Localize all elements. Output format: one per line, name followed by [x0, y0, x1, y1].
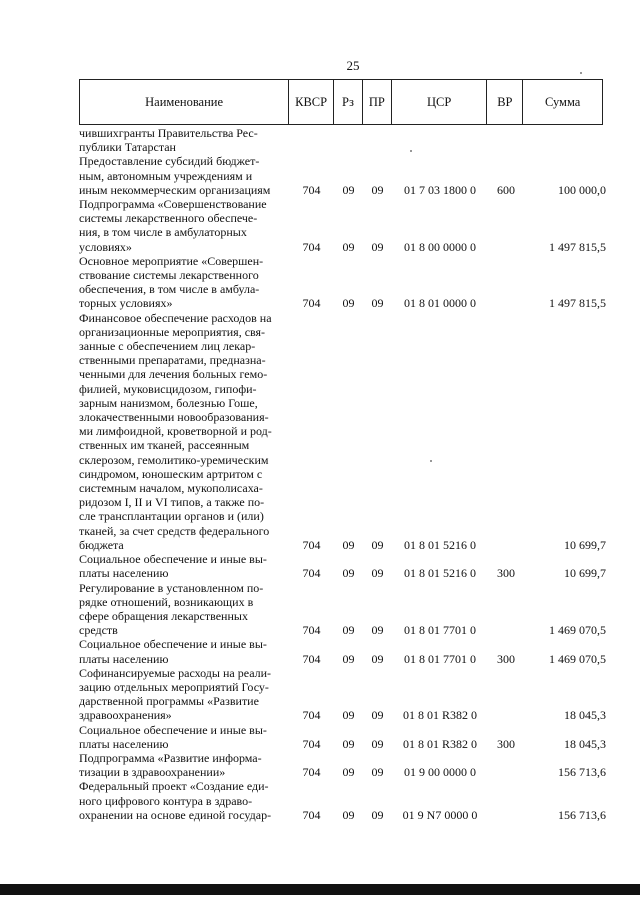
row-vr: 300	[497, 566, 515, 581]
row-sum: 100 000,0	[558, 182, 606, 197]
row-rz: 09	[342, 623, 355, 638]
row-kvsr: 704	[302, 623, 321, 638]
row-kvsr: 704	[302, 182, 321, 197]
row-pr: 09	[371, 239, 384, 254]
row-sum: 1 469 070,5	[549, 651, 606, 666]
row-kvsr: 704	[302, 765, 321, 780]
row-sum: 18 045,3	[564, 708, 606, 723]
table-row	[79, 581, 609, 638]
scan-speck	[580, 72, 582, 74]
row-kvsr: 704	[302, 807, 321, 822]
row-vr: 600	[497, 182, 515, 197]
table-row	[79, 154, 609, 197]
row-vr: 300	[497, 651, 515, 666]
table-row	[79, 637, 609, 665]
row-sum: 156 713,6	[558, 765, 606, 780]
row-kvsr: 704	[302, 296, 321, 311]
row-csr: 01 7 03 1800 0	[404, 182, 476, 197]
row-name: Регулирование в установленном по- рядке отношений, возникающих в сфере обращения лекарственных средств	[79, 580, 264, 638]
row-sum: 10 699,7	[564, 537, 606, 552]
row-rz: 09	[342, 537, 355, 552]
row-sum: 1 497 815,5	[549, 296, 606, 311]
row-name: Социальное обеспечение и иные вы- платы населению	[79, 552, 267, 581]
row-sum: 1 469 070,5	[549, 623, 606, 638]
table-row	[79, 779, 609, 822]
row-pr: 09	[371, 807, 384, 822]
table-row	[79, 311, 609, 552]
row-name: Софинансируемые расходы на реали- зацию отдельных мероприятий Госу- дарственной программы «Развитие здравоохранения»	[79, 665, 272, 723]
row-rz: 09	[342, 708, 355, 723]
row-pr: 09	[371, 566, 384, 581]
row-csr: 01 9 N7 0000 0	[402, 807, 478, 822]
row-rz: 09	[342, 296, 355, 311]
row-kvsr: 704	[302, 708, 321, 723]
row-csr: 01 8 01 7701 0	[404, 623, 476, 638]
row-name: Федеральный проект «Создание еди- ного цифрового контура в здраво- охранении на основе единой государ-	[79, 779, 272, 822]
row-csr: 01 8 01 7701 0	[404, 651, 476, 666]
row-name: Подпрограмма «Совершенствование системы лекарственного обеспече- ния, в том числе в амбулаторных условиях»	[79, 197, 267, 254]
row-pr: 09	[371, 623, 384, 638]
scan-border-bottom	[0, 884, 640, 895]
row-pr: 09	[371, 708, 384, 723]
table-body	[79, 126, 609, 822]
row-csr: 01 8 01 0000 0	[404, 296, 476, 311]
table-row	[79, 254, 609, 311]
table-row	[79, 723, 609, 751]
table-row	[79, 126, 609, 154]
header-rz: Рз	[334, 80, 363, 124]
row-rz: 09	[342, 736, 355, 751]
page-number: 25	[346, 58, 360, 73]
table-header	[79, 79, 603, 125]
row-kvsr: 704	[302, 651, 321, 666]
row-kvsr: 704	[302, 239, 321, 254]
row-name: Предоставление субсидий бюджет- ным, автономным учреждениям и иным некоммерческим организациям	[79, 154, 271, 197]
row-csr: 01 8 00 0000 0	[404, 239, 476, 254]
row-sum: 1 497 815,5	[549, 239, 606, 254]
header-vr: ВР	[487, 80, 523, 124]
row-csr: 01 8 01 R382 0	[402, 708, 477, 723]
row-vr: 300	[497, 736, 515, 751]
header-pr: ПР	[363, 80, 392, 124]
header-sum: Сумма	[544, 94, 581, 109]
row-name: Подпрограмма «Развитие информа- тизации в здравоохранении»	[79, 750, 262, 780]
row-pr: 09	[371, 765, 384, 780]
row-sum: 10 699,7	[564, 566, 606, 581]
scan-speck	[430, 460, 432, 462]
row-kvsr: 704	[302, 537, 321, 552]
table-row	[79, 552, 609, 580]
row-name: Социальное обеспечение и иные вы- платы населению	[79, 722, 267, 751]
row-csr: 01 8 01 5216 0	[404, 566, 476, 581]
row-csr: 01 9 00 0000 0	[404, 765, 476, 780]
header-name: Наименование	[80, 80, 289, 124]
row-kvsr: 704	[302, 566, 321, 581]
row-sum: 18 045,3	[564, 736, 606, 751]
table-row	[79, 751, 609, 779]
table-row	[79, 666, 609, 723]
header-csr: ЦСР	[392, 80, 488, 124]
row-rz: 09	[342, 182, 355, 197]
row-name: Основное мероприятие «Совершен- ствование системы лекарственного обеспечения, в том числе в амбула- торных условиях»	[79, 253, 264, 311]
row-rz: 09	[342, 765, 355, 780]
row-rz: 09	[342, 651, 355, 666]
row-csr: 01 8 01 5216 0	[404, 537, 476, 552]
row-name: чившихгранты Правительства Рес- публики Татарстан	[79, 126, 258, 155]
row-pr: 09	[371, 736, 384, 751]
row-sum: 156 713,6	[558, 807, 606, 822]
row-name: Социальное обеспечение и иные вы- платы населению	[79, 637, 267, 666]
row-pr: 09	[371, 537, 384, 552]
table-row	[79, 197, 609, 254]
row-pr: 09	[371, 651, 384, 666]
header-kvsr: КВСР	[289, 80, 334, 124]
scan-speck	[410, 150, 412, 152]
row-pr: 09	[371, 182, 384, 197]
row-rz: 09	[342, 239, 355, 254]
row-pr: 09	[371, 296, 384, 311]
row-rz: 09	[342, 807, 355, 822]
row-kvsr: 704	[302, 736, 321, 751]
row-csr: 01 8 01 R382 0	[402, 736, 477, 751]
row-name: Финансовое обеспечение расходов на организационные мероприятия, свя- занные с обеспечением лиц лекар- ственными препаратами, предназна- ченными для лечения больных гемо- филией, муковисцидозом, гипофи- зарным нанизмом, болезнью Гоше, злокачественными новообразования- ми лимфоидной, кроветворной и род- ственных им тканей, рассеянным склерозом, гемолитико-уремическим синдромом, юношеским артритом с системным началом, мукополисаха- ридозом I, II и VI типов, а также по- сле трансплантации органов и (или) тканей, за счет средств федерального бюджета	[79, 310, 272, 552]
row-rz: 09	[342, 566, 355, 581]
